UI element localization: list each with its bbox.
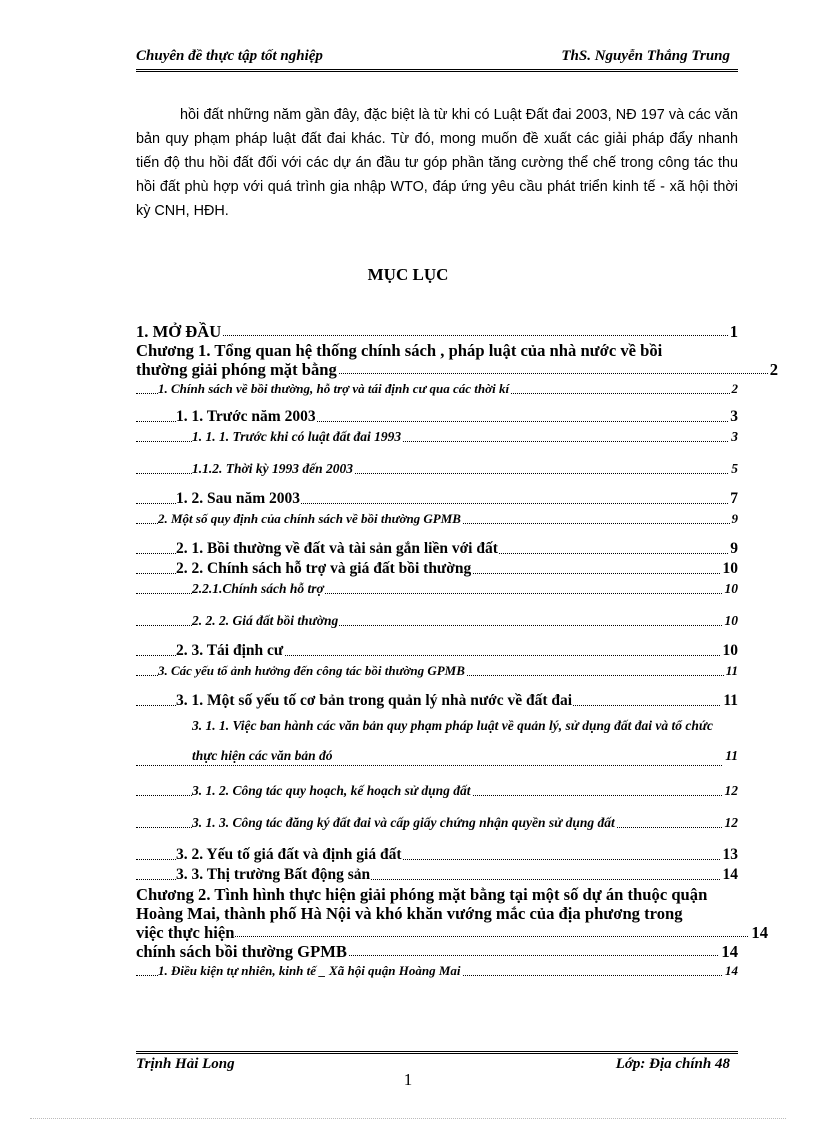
toc-entry-page: 5 [729,459,738,479]
toc-entry[interactable] [136,813,738,833]
toc-entry[interactable] [136,489,738,509]
toc-entry[interactable] [136,961,738,981]
toc-entry-title: 2. Một số quy định của chính sách về bồi thường GPMB [158,511,461,526]
page-header [136,48,730,70]
toc-entry-title: 1. Điều kiện tự nhiên, kinh tế _ Xã hội quận Hoàng Mai [158,963,461,978]
toc-entry[interactable] [136,845,738,865]
footer-right: Lớp: Địa chính 48 [615,1056,730,1072]
toc-entry-title: 3. 1. 1. Việc ban hành các văn bản quy phạm pháp luật về quản lý, sử dụng đất đai và tổ chức thực hiện các văn bản đó [192,718,713,763]
toc-entry-page: 10 [723,579,739,599]
toc-entry-page: 9 [730,540,738,557]
toc-entry-page: 14 [721,942,738,961]
page-edge [30,1118,786,1119]
toc-entry-page: 7 [730,490,738,507]
page-number: 1 [403,1070,413,1089]
toc-entry-page: 11 [724,661,738,681]
toc-entry-title: Chương 2. Tình hình thực hiện giải phóng mặt bằng tại một số dự án thuộc quận Hoàng Mai, thành phố Hà Nội và khó khăn vướng mắc của địa phương trong việc thực hiện [136,885,708,942]
toc-entry-title: 2. 2. 2. Giá đất bồi thường [192,613,339,628]
toc-entry-title: 1.1.2. Thời kỳ 1993 đến 2003 [192,461,353,476]
toc-entry-title: 1. 1. 1. Trước khi có luật đất đai 1993 [192,429,402,444]
toc-entry-page: 2 [769,360,778,379]
toc-entry-page: 1 [729,322,738,341]
toc-entry[interactable] [136,942,738,961]
toc-entry-page: 13 [722,846,738,863]
toc-entry-page: 11 [723,741,738,771]
toc-entry-title: 1. 2. Sau năm 2003 [176,490,301,507]
toc-entry-page: 10 [723,611,739,631]
header-rule [136,69,738,72]
toc-entry[interactable] [136,427,738,447]
toc-entry-page: 3 [729,427,738,447]
toc-entry-page: 3 [730,408,738,425]
toc-entry[interactable] [136,885,768,942]
toc-entry[interactable] [136,379,738,399]
toc-entry[interactable] [136,641,738,661]
toc-title: MỤC LỤC [367,265,449,284]
toc-entry-title: chính sách bồi thường GPMB [136,942,347,961]
toc-entry[interactable] [136,559,738,579]
toc-entry-page: 14 [722,866,738,883]
toc-entry[interactable] [136,611,738,631]
toc-entry[interactable] [136,341,778,379]
intro-paragraph: hồi đất những năm gần đây, đặc biệt là từ khi có Luật Đất đai 2003, NĐ 197 và các văn bản quy phạm pháp luật đất đai khác. Từ đó, mong muốn đề xuất các giải pháp đẩy nhanh tiến độ thu hồi đất đối với các dự án đầu tư góp phần tăng cường thể chế trong công tác thu hồi đất phù hợp với quá trình gia nhập WTO, đáp ứng yêu cầu phát triển kinh tế - xã hội thời kỳ CNH, HĐH. [136,107,738,219]
toc-entry-page: 10 [722,642,738,659]
toc-entry-title: 1. 1. Trước năm 2003 [176,408,316,425]
footer-left: Trịnh Hải Long [136,1056,235,1072]
toc-entry-title: 3. 1. 2. Công tác quy hoạch, kế hoạch sử dụng đất [192,783,471,798]
toc-entry[interactable] [136,459,738,479]
toc-entry[interactable] [136,579,738,599]
toc-entry-title: 2.2.1.Chính sách hỗ trợ [192,581,324,596]
toc-entry-title: 2. 3. Tái định cư [176,642,284,659]
toc-entry[interactable] [136,865,738,885]
toc-entry-page: 14 [751,923,768,942]
toc-entry-page: 11 [723,692,738,709]
toc-entry[interactable] [136,711,738,771]
toc-entry[interactable] [136,781,738,801]
table-of-contents [136,322,778,981]
toc-entry-page: 2 [730,379,739,399]
toc-entry[interactable] [136,407,738,427]
toc-entry-title: 1. MỞ ĐẦU [136,322,222,341]
footer-rule [136,1051,738,1054]
toc-entry-page: 10 [722,560,738,577]
toc-entry-title: 3. 1. Một số yếu tố cơ bản trong quản lý nhà nước về đất đai [176,692,573,709]
toc-entry-title: 3. Các yếu tố ảnh hưởng đến công tác bồi thường GPMB [158,663,465,678]
toc-entry[interactable] [136,509,738,529]
toc-entry-title: 3. 2. Yếu tố giá đất và định giá đất [176,846,402,863]
toc-entry-page: 12 [723,781,739,801]
toc-entry-title: 2. 1. Bồi thường về đất và tài sản gắn liền với đất [176,540,498,557]
toc-entry[interactable] [136,661,738,681]
toc-entry[interactable] [136,539,738,559]
toc-entry-page: 12 [723,813,739,833]
toc-entry-title: 3. 1. 3. Công tác đăng ký đất đai và cấp giấy chứng nhận quyền sử dụng đất [192,815,615,830]
header-right: ThS. Nguyễn Thắng Trung [561,48,730,64]
toc-entry[interactable] [136,322,738,341]
toc-entry-page: 14 [723,961,738,981]
header-left: Chuyên đề thực tập tốt nghiệp [136,48,323,64]
toc-entry[interactable] [136,691,738,711]
toc-entry-page: 9 [730,509,739,529]
toc-entry-title: Chương 1. Tổng quan hệ thống chính sách , pháp luật của nhà nước về bồi thường giải phóng mặt bằng [136,341,663,379]
toc-entry-title: 3. 3. Thị trường Bất động sản [176,866,371,883]
toc-entry-title: 1. Chính sách về bồi thường, hỗ trợ và tái định cư qua các thời kí [158,381,510,396]
toc-entry-title: 2. 2. Chính sách hỗ trợ và giá đất bồi thường [176,560,472,577]
